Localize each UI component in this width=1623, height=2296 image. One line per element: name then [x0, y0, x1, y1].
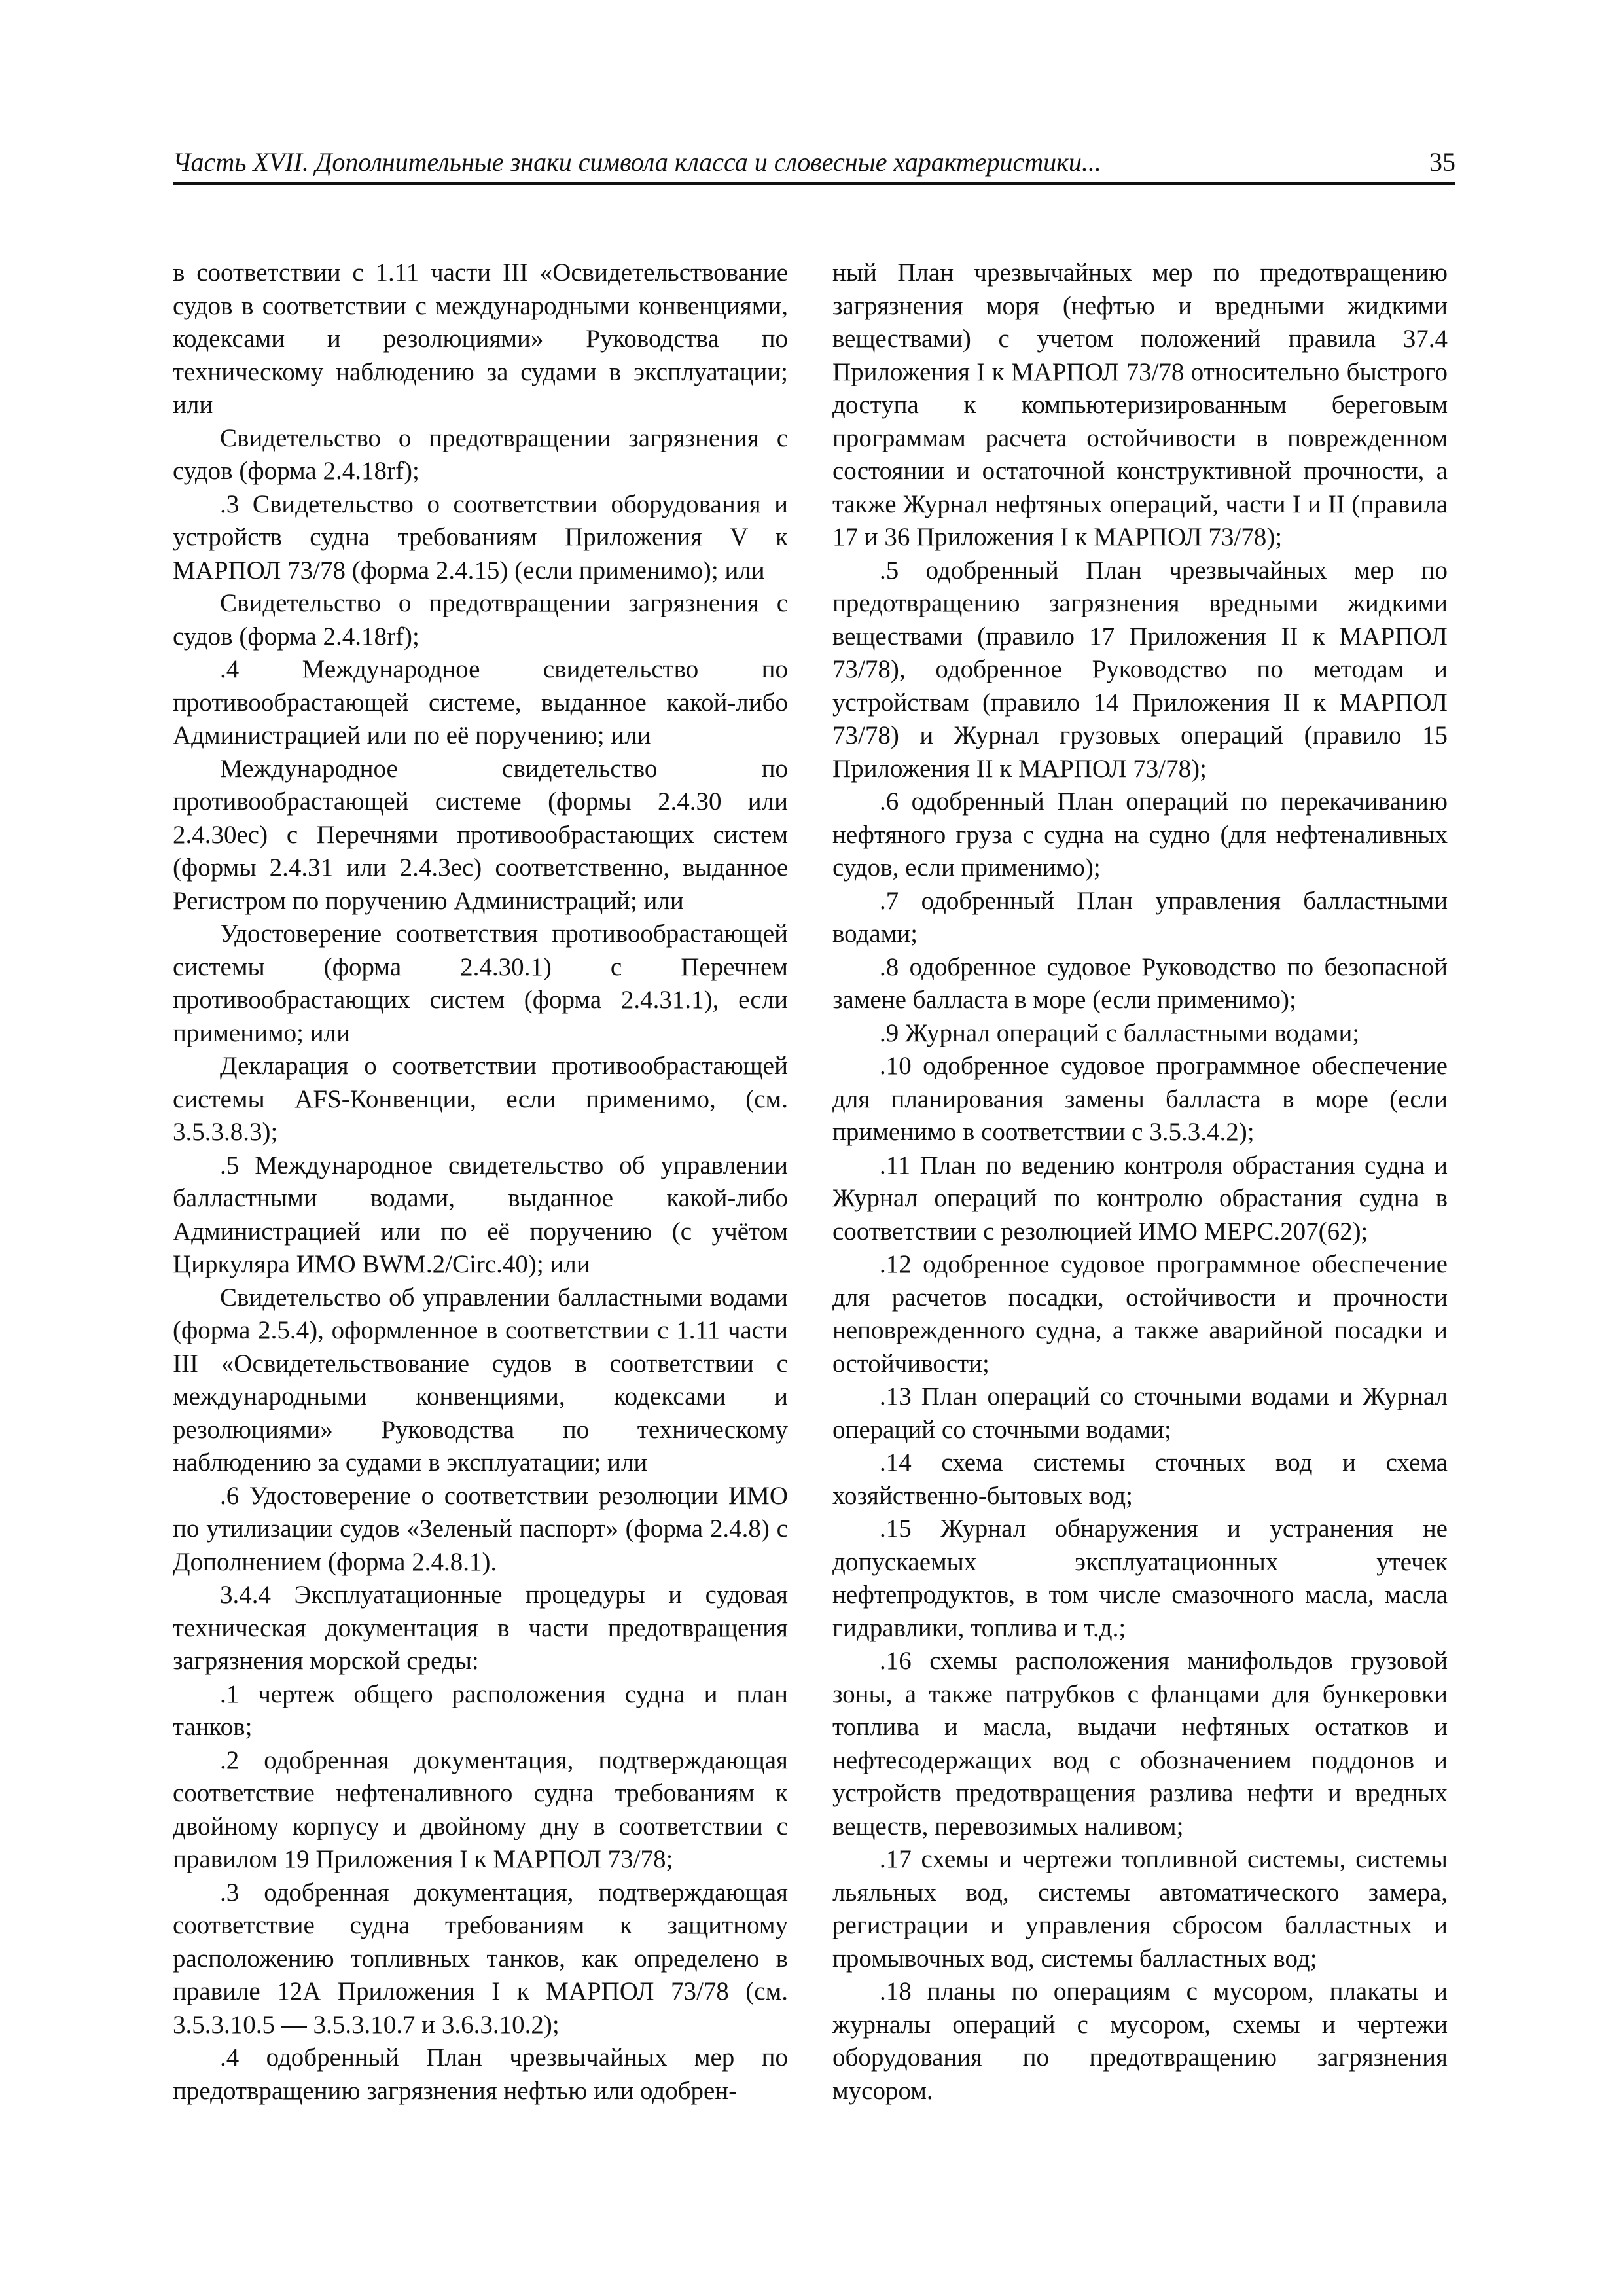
paragraph: .3 Свидетельство о соответствии оборудования и устройств судна требованиям Приложения V к МАРПОЛ 73/78 (форма 2.4.15) (если применимо); или [173, 490, 788, 584]
paragraph: .14 схема системы сточных вод и схема хозяйственно-бытовых вод; [832, 1448, 1448, 1510]
paragraph: .12 одобренное судовое программное обеспечение для расчетов посадки, остойчивости и прочности неповрежденного судна, а также аварийной посадки и остойчивости; [832, 1250, 1448, 1378]
left-column [173, 257, 788, 2108]
paragraph: .9 Журнал операций с балластными водами; [880, 1018, 1360, 1047]
paragraph: .10 одобренное судовое программное обеспечение для планирования замены балласта в море (если применимо в соответствии с 3.5.3.4.2); [832, 1052, 1448, 1146]
paragraph: в соответствии с 1.11 части III «Освидетельствование судов в соответствии с международными конвенциями, кодексами и резолюциями» Руководства по техническому наблюдению за судами в эксплуатации; или [173, 259, 788, 419]
paragraph: .6 одобренный План операций по перекачиванию нефтяного груза с судна на судно (для нефтеналивных судов, если применимо); [832, 787, 1448, 882]
paragraph: .1 чертеж общего расположения судна и план танков; [173, 1679, 788, 1741]
paragraph: .17 схемы и чертежи топливной системы, системы льяльных вод, системы автоматического замера, регистрации и управления сбросом балластных и промывочных вод, системы балластных вод; [832, 1845, 1448, 1973]
paragraph: 3.4.4 Эксплуатационные процедуры и судовая техническая документация в части предотвращения загрязнения морской среды: [173, 1581, 788, 1675]
paragraph: .2 одобренная документация, подтверждающая соответствие нефтеналивного судна требованиям к двойному корпусу и двойному дну в соответствии с правилом 19 Приложения I к МАРПОЛ 73/78; [173, 1746, 788, 1873]
right-column [832, 257, 1448, 2108]
paragraph: Свидетельство об управлении балластными водами (форма 2.5.4), оформленное в соответствии с 1.11 части III «Освидетельствование судов в соответствии с международными конвенциями, кодексами и резолюциями» Руководства по техническому наблюдению за судами в эксплуатации; или [173, 1283, 788, 1477]
paragraph: .8 одобренное судовое Руководство по безопасной замене балласта в море (если применимо); [832, 952, 1448, 1014]
paragraph: .5 Международное свидетельство об управлении балластными водами, выданное какой-либо Администрацией или по её поручению (с учётом Циркуляра ИМО BWM.2/Circ.40); или [173, 1151, 788, 1278]
paragraph: ный План чрезвычайных мер по предотвращению загрязнения моря (нефтью и вредными жидкими веществами) с учетом положений правила 37.4 Приложения I к МАРПОЛ 73/78 относительно быстрого доступа к компьютеризированным береговым программам расчета остойчивости в поврежденном состоянии и остаточной конструктивной прочности, а также Журнал нефтяных операций, части I и II (правила 17 и 36 Приложения I к МАРПОЛ 73/78); [832, 259, 1448, 551]
paragraph: .4 одобренный План чрезвычайных мер по предотвращению загрязнения нефтью или одобрен- [173, 2043, 788, 2105]
paragraph: .16 схемы расположения манифольдов грузовой зоны, а также патрубков с фланцами для бункеровки топлива и масла, выдачи нефтяных остатков и нефтесодержащих вод с обозначением поддонов и устройств предотвращения разлива нефти и вредных веществ, перевозимых наливом; [832, 1647, 1448, 1840]
paragraph: .11 План по ведению контроля обрастания судна и Журнал операций по контролю обрастания судна в соответствии с резолюцией ИМО МЕРС.207(62); [832, 1151, 1448, 1246]
paragraph: .5 одобренный План чрезвычайных мер по предотвращению загрязнения вредными жидкими веществами (правило 17 Приложения II к МАРПОЛ 73/78), одобренное Руководство по методам и устройствам (правило 14 Приложения II к МАРПОЛ 73/78) и Журнал грузовых операций (правило 15 Приложения II к МАРПОЛ 73/78); [832, 556, 1448, 783]
page-number: 35 [1429, 147, 1455, 177]
paragraph: Свидетельство о предотвращении загрязнения с судов (форма 2.4.18rf); [173, 589, 788, 651]
paragraph: Международное свидетельство по противообрастающей системе (формы 2.4.30 или 2.4.30ec) с Перечнями противообрастающих систем (формы 2.4.31 или 2.4.3ec) соответственно, выданное Регистром по поручению Администраций; или [173, 754, 788, 915]
paragraph: .4 Международное свидетельство по противообрастающей системе, выданное какой-либо Администрацией или по её поручению; или [173, 655, 788, 749]
paragraph: .3 одобренная документация, подтверждающая соответствие судна требованиям к защитному расположению топливных танков, как определено в правиле 12А Приложения I к МАРПОЛ 73/78 (см. 3.5.3.10.5 — 3.5.3.10.7 и 3.6.3.10.2); [173, 1878, 788, 2039]
paragraph: .18 планы по операциям с мусором, плакаты и журналы операций с мусором, схемы и чертежи оборудования по предотвращению загрязнения мусором. [832, 1977, 1448, 2105]
paragraph: .13 План операций со сточными водами и Журнал операций со сточными водами; [832, 1382, 1448, 1444]
paragraph: .15 Журнал обнаружения и устранения не допускаемых эксплуатационных утечек нефтепродуктов, в том числе смазочного масла, масла гидравлики, топлива и т.д.; [832, 1515, 1448, 1642]
running-title: Часть XVII. Дополнительные знаки символа класса и словесные характеристики... [173, 147, 1101, 177]
paragraph: .6 Удостоверение о соответствии резолюции ИМО по утилизации судов «Зеленый паспорт» (форма 2.4.8) с Дополнением (форма 2.4.8.1). [173, 1481, 788, 1576]
page-header [173, 143, 1455, 185]
paragraph: Декларация о соответствии противообрастающей системы AFS-Конвенции, если применимо, (см. 3.5.3.8.3); [173, 1052, 788, 1146]
paragraph: Удостоверение соответствия противообрастающей системы (форма 2.4.30.1) с Перечнем противообрастающих систем (форма 2.4.31.1), если применимо; или [173, 920, 788, 1047]
paragraph: .7 одобренный План управления балластными водами; [832, 886, 1448, 948]
paragraph: Свидетельство о предотвращении загрязнения с судов (форма 2.4.18rf); [173, 423, 788, 485]
